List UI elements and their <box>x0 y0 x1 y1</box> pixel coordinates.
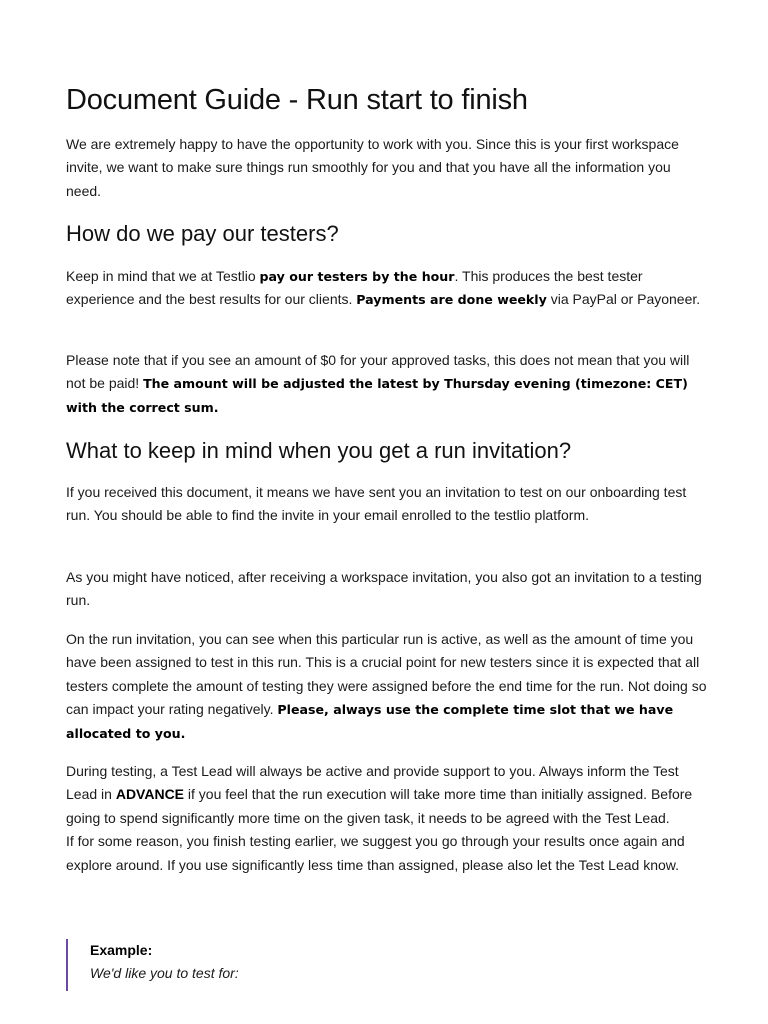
heading-invitation: What to keep in mind when you get a run invitation? <box>66 438 572 463</box>
invite-p3-text: On the run invitation, you can see when this particular run is active, as well as the amount of time you have been assigned to test in this run. This is a crucial point for new testers since it is expected that all testers complete the amount of testing they were assigned before the end time for the run. Not doing so can impact your rating negatively. <box>66 631 707 718</box>
example-text: We'd like you to test for: <box>90 965 239 981</box>
pay-p2-bold: The amount will be adjusted the latest by Thursday evening (timezone: CET) with the correct sum. <box>66 376 688 415</box>
pay-p2-text-a: Please note that if you see an amount of $0 for your approved tasks, this does not mean that you will not be paid! <box>66 352 690 392</box>
intro-paragraph: We are extremely happy to have the opportunity to work with you. Since this is your first workspace invite, we want to make sure things run smoothly for you and that you have all the information you need. <box>66 136 679 199</box>
pay-p1-text-a: Keep in mind that we at Testlio <box>66 268 260 284</box>
example-label: Example: <box>90 942 153 958</box>
invite-p4-bold-advance: ADVANCE <box>115 786 185 803</box>
pay-p1-text-c: . This produces the best tester experience and the best results for our clients. <box>66 268 643 308</box>
pay-p1-bold-hour: pay our testers by the hour <box>259 269 455 284</box>
pay-p1-text-e: via PayPal or Payoneer. <box>546 291 701 308</box>
pay-paragraph-2 <box>66 349 708 419</box>
invite-paragraph-2: As you might have noticed, after receiving a workspace invitation, you also got an invitation to a testing run. <box>66 569 702 609</box>
example-blockquote <box>66 939 708 991</box>
invite-p4-text-d: If for some reason, you finish testing earlier, we suggest you go through your results once again and explore around. If you use significantly less time than assigned, please also let the Test Lead know. <box>66 833 685 873</box>
pay-paragraph-1 <box>66 265 708 312</box>
heading-pay: How do we pay our testers? <box>66 221 339 246</box>
invite-p3-bold: Please, always use the complete time slot that we have allocated to you. <box>66 702 674 741</box>
pay-p1-bold-weekly: Payments are done weekly <box>356 292 547 308</box>
invite-paragraph-1: If you received this document, it means we have sent you an invitation to test on our onboarding test run. You should be able to find the invite in your email enrolled to the testlio platform. <box>66 484 687 524</box>
invite-p4-text-a: During testing, a Test Lead will always be active and provide support to you. Always inform the Test Lead in <box>66 763 679 803</box>
invite-p4-text-c: if you feel that the run execution will take more time than initially assigned. Before going to spend significantly more time on the given task, it needs to be agreed with the Test Lead. <box>66 786 693 826</box>
page-title: Document Guide - Run start to finish <box>66 84 528 116</box>
invite-paragraph-4 <box>66 760 708 877</box>
invite-paragraph-3 <box>66 628 708 745</box>
